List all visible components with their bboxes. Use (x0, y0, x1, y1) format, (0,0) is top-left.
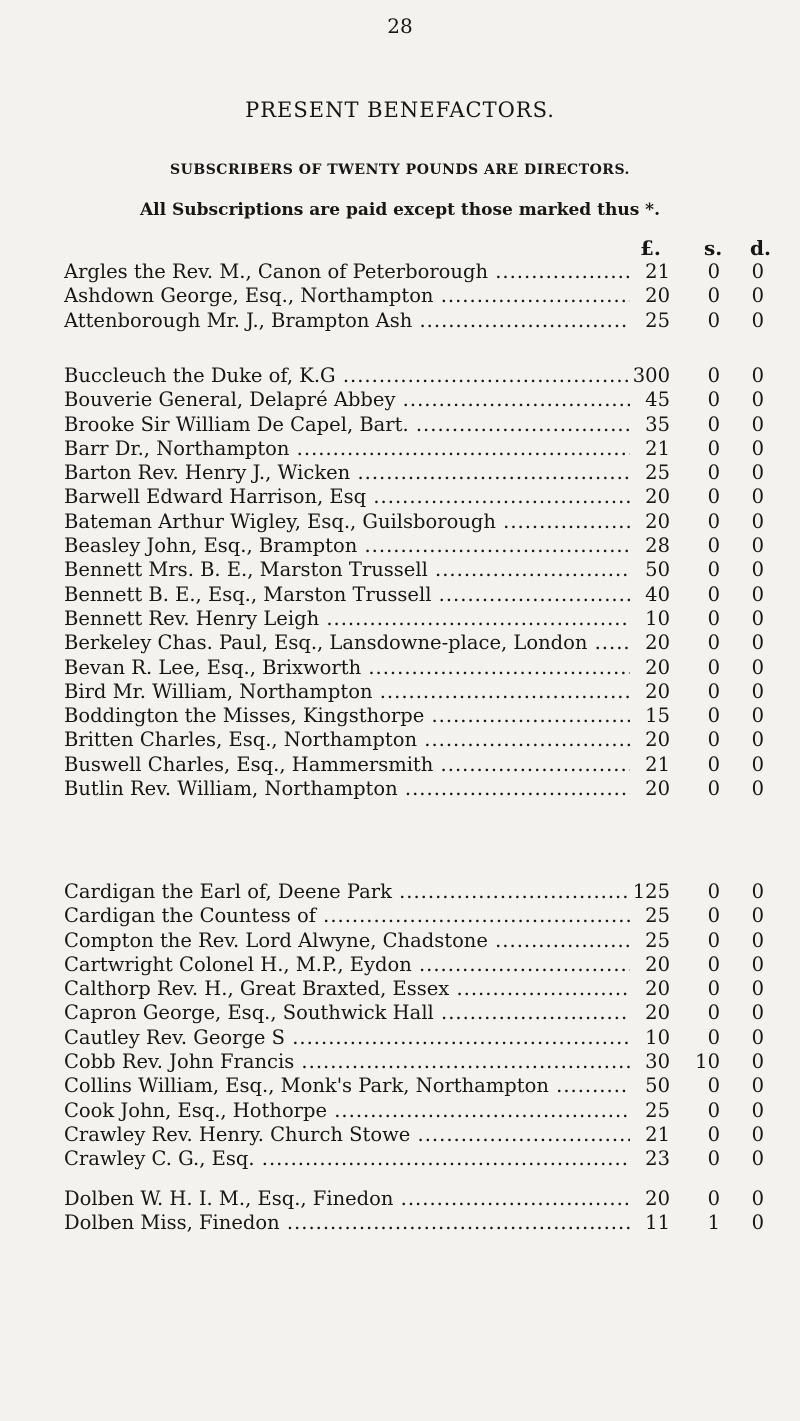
subscriber-name: Cook John, Esq., Hothorpe ..... (64, 1099, 630, 1123)
subscriber-row (0, 413, 800, 437)
pence-value: 0 (751, 558, 764, 582)
shillings-value: 0 (707, 606, 720, 630)
pence-value: 0 (751, 1147, 764, 1171)
pounds-value: 20 (645, 485, 670, 509)
subscriber-name: Compton the Rev. Lord Alwyne, Chadstone ..... (64, 929, 630, 953)
pence-value: 0 (751, 679, 764, 703)
subscriber-row (0, 631, 800, 655)
subscriber-name: Cardigan the Earl of, Deene Park ..... (64, 880, 630, 904)
shillings-value: 0 (707, 485, 720, 509)
subscriber-row (0, 534, 800, 558)
subscriber-name: Bateman Arthur Wigley, Esq., Guilsborough ..... (64, 510, 630, 534)
subscriber-row (0, 777, 800, 801)
shillings-value: 0 (707, 752, 720, 776)
pence-value: 0 (751, 260, 764, 283)
pence-value: 0 (751, 1001, 764, 1025)
subscriber-row (0, 680, 800, 704)
subscriber-name: Dolben W. H. I. M., Esq., Finedon ..... (64, 1187, 630, 1211)
shillings-value: 0 (707, 1001, 720, 1025)
page-number: 28 (387, 14, 413, 38)
pence-value: 0 (751, 412, 764, 436)
pounds-value: 125 (632, 880, 670, 903)
shillings-value: 0 (707, 904, 720, 928)
subscriber-row (0, 1050, 800, 1074)
pounds-value: 21 (645, 436, 670, 460)
pence-value: 0 (751, 777, 764, 801)
subscriber-row (0, 1074, 800, 1098)
pounds-value: 25 (645, 928, 670, 952)
shillings-value: 0 (707, 558, 720, 582)
subscriber-name: Britten Charles, Esq., Northampton ..... (64, 728, 630, 752)
pence-value: 0 (751, 485, 764, 509)
subscriber-row (0, 437, 800, 461)
pounds-value: 20 (645, 679, 670, 703)
shillings-value: 0 (707, 1098, 720, 1122)
subscriber-name: Bennett Mrs. B. E., Marston Trussell ..... (64, 558, 630, 582)
pounds-value: 20 (645, 952, 670, 976)
pence-value: 0 (751, 704, 764, 728)
subscriber-name: Capron George, Esq., Southwick Hall ..... (64, 1001, 630, 1025)
shillings-value: 0 (707, 436, 720, 460)
shillings-value: 0 (707, 1122, 720, 1146)
shillings-value: 0 (707, 1025, 720, 1049)
pounds-value: 20 (645, 777, 670, 801)
pence-value: 0 (751, 436, 764, 460)
pounds-value: 21 (645, 752, 670, 776)
pounds-value: 25 (645, 308, 670, 332)
pence-value: 0 (751, 284, 764, 308)
shillings-value: 0 (707, 728, 720, 752)
pence-value: 0 (751, 388, 764, 412)
shillings-value: 0 (707, 655, 720, 679)
subscriber-row (0, 260, 800, 284)
subscriber-row (0, 953, 800, 977)
subscriber-name: Buccleuch the Duke of, K.G ..... (64, 364, 630, 388)
pounds-value: 25 (645, 1098, 670, 1122)
subscriber-name: Dolben Miss, Finedon ..... (64, 1211, 630, 1235)
subscriber-name: Cautley Rev. George S ..... (64, 1026, 630, 1050)
pence-value: 0 (751, 728, 764, 752)
shillings-value: 0 (707, 364, 720, 387)
pence-value: 0 (751, 655, 764, 679)
shillings-value: 0 (707, 1074, 720, 1098)
subscriber-name: Cobb Rev. John Francis ..... (64, 1050, 630, 1074)
pounds-value: 35 (645, 412, 670, 436)
subscriber-row (0, 1099, 800, 1123)
pence-value: 0 (751, 509, 764, 533)
subscriber-row (0, 1187, 800, 1211)
pence-value: 0 (751, 631, 764, 655)
pounds-value: 28 (645, 534, 670, 558)
subscriber-row (0, 309, 800, 333)
subscriber-row (0, 1123, 800, 1147)
pounds-value: 40 (645, 582, 670, 606)
shillings-value: 0 (707, 1187, 720, 1210)
subscriber-row (0, 753, 800, 777)
pounds-value: 10 (645, 606, 670, 630)
subscriber-name: Bennett Rev. Henry Leigh ..... (64, 607, 630, 631)
shillings-value: 0 (707, 461, 720, 485)
shillings-value: 0 (707, 777, 720, 801)
subscriber-name: Collins William, Esq., Monk's Park, Northampton ..... (64, 1074, 630, 1098)
subscriber-name: Crawley C. G., Esq. ..... (64, 1147, 630, 1171)
subscriber-row (0, 284, 800, 308)
pounds-value: 300 (632, 364, 670, 387)
pounds-value: 25 (645, 904, 670, 928)
subscriber-group-c (0, 880, 800, 1172)
pounds-value: 45 (645, 388, 670, 412)
pounds-value: 21 (645, 1122, 670, 1146)
subscriber-name: Calthorp Rev. H., Great Braxted, Essex ..... (64, 977, 630, 1001)
subscriber-name: Attenborough Mr. J., Brampton Ash ..... (64, 309, 630, 333)
pence-column-header: d. (750, 236, 771, 260)
subscriber-name: Barwell Edward Harrison, Esq ..... (64, 485, 630, 509)
shillings-value: 0 (707, 880, 720, 903)
subscriber-name: Bevan R. Lee, Esq., Brixworth ..... (64, 656, 630, 680)
pounds-value: 30 (645, 1050, 670, 1074)
pounds-value: 20 (645, 509, 670, 533)
pounds-value: 20 (645, 977, 670, 1001)
pounds-value: 23 (645, 1147, 670, 1171)
subscriber-row (0, 607, 800, 631)
pence-value: 0 (751, 1025, 764, 1049)
subscriber-name: Ashdown George, Esq., Northampton ..... (64, 284, 630, 308)
subscriber-row (0, 485, 800, 509)
pounds-value: 20 (645, 631, 670, 655)
subscriber-row (0, 1026, 800, 1050)
subscriber-name: Cartwright Colonel H., M.P., Eydon ..... (64, 953, 630, 977)
pence-value: 0 (751, 461, 764, 485)
pence-value: 0 (751, 308, 764, 332)
subscriber-row (0, 704, 800, 728)
subscriber-row (0, 880, 800, 904)
pounds-value: 50 (645, 1074, 670, 1098)
subscriber-row (0, 388, 800, 412)
pence-value: 0 (751, 606, 764, 630)
pence-value: 0 (751, 534, 764, 558)
subscriber-row (0, 977, 800, 1001)
shillings-value: 0 (707, 412, 720, 436)
subscriber-row (0, 510, 800, 534)
subscriber-name: Berkeley Chas. Paul, Esq., Lansdowne-place, London ..... (64, 631, 630, 655)
subscriber-row (0, 728, 800, 752)
subscriber-name: Butlin Rev. William, Northampton ..... (64, 777, 630, 801)
subscriber-row (0, 461, 800, 485)
shillings-value: 0 (707, 260, 720, 283)
subscriber-name: Brooke Sir William De Capel, Bart. ..... (64, 413, 630, 437)
subscriber-row (0, 583, 800, 607)
shillings-value: 0 (707, 509, 720, 533)
subscriber-name: Crawley Rev. Henry. Church Stowe ..... (64, 1123, 630, 1147)
pence-value: 0 (751, 952, 764, 976)
shillings-value: 0 (707, 1147, 720, 1171)
subscriber-name: Cardigan the Countess of ..... (64, 904, 630, 928)
subscriber-name: Beasley John, Esq., Brampton ..... (64, 534, 630, 558)
shillings-value: 0 (707, 704, 720, 728)
pounds-value: 20 (645, 284, 670, 308)
subscriber-name: Argles the Rev. M., Canon of Peterborough ..... (64, 260, 630, 284)
shillings-value: 0 (707, 679, 720, 703)
subscriber-group-b (0, 364, 800, 801)
pounds-value: 25 (645, 461, 670, 485)
subscriber-row (0, 364, 800, 388)
shillings-value: 0 (707, 582, 720, 606)
shillings-value: 0 (707, 952, 720, 976)
pence-value: 0 (751, 1122, 764, 1146)
subscriber-row (0, 929, 800, 953)
subscriber-name: Bennett B. E., Esq., Marston Trussell ..... (64, 583, 630, 607)
pence-value: 0 (751, 752, 764, 776)
subscriber-row (0, 1001, 800, 1025)
subscriber-name: Bird Mr. William, Northampton ..... (64, 680, 630, 704)
pence-value: 0 (751, 977, 764, 1001)
pounds-column-header: £. (640, 236, 661, 260)
pounds-value: 20 (645, 1187, 670, 1210)
pounds-value: 21 (645, 260, 670, 283)
subscriber-row (0, 1147, 800, 1171)
subscriber-name: Bouverie General, Delapré Abbey ..... (64, 388, 630, 412)
subscription-note: All Subscriptions are paid except those marked thus *. (139, 200, 660, 220)
shillings-value: 0 (707, 534, 720, 558)
subscriber-name: Buswell Charles, Esq., Hammersmith ..... (64, 753, 630, 777)
shillings-value: 0 (707, 631, 720, 655)
shillings-value: 0 (707, 928, 720, 952)
page-title: PRESENT BENEFACTORS. (245, 98, 555, 122)
subscriber-name: Boddington the Misses, Kingsthorpe ..... (64, 704, 630, 728)
subscriber-row (0, 1211, 800, 1235)
subscriber-group-d (0, 1187, 800, 1236)
pence-value: 0 (751, 364, 764, 387)
shillings-value: 0 (707, 284, 720, 308)
pence-value: 0 (751, 1187, 764, 1210)
shillings-value: 10 (695, 1050, 720, 1074)
pounds-value: 10 (645, 1025, 670, 1049)
pence-value: 0 (751, 1074, 764, 1098)
subscriber-group-a (0, 260, 800, 333)
pence-value: 0 (751, 880, 764, 903)
subscriber-name: Barton Rev. Henry J., Wicken ..... (64, 461, 630, 485)
shillings-value: 1 (707, 1211, 720, 1235)
pence-value: 0 (751, 1211, 764, 1235)
subscriber-row (0, 558, 800, 582)
page-subtitle: SUBSCRIBERS OF TWENTY POUNDS ARE DIRECTORS. (170, 162, 630, 178)
pence-value: 0 (751, 582, 764, 606)
subscriber-row (0, 904, 800, 928)
shillings-value: 0 (707, 388, 720, 412)
pounds-value: 20 (645, 655, 670, 679)
pence-value: 0 (751, 904, 764, 928)
shillings-column-header: s. (704, 236, 723, 260)
pounds-value: 15 (645, 704, 670, 728)
pence-value: 0 (751, 1098, 764, 1122)
shillings-value: 0 (707, 977, 720, 1001)
shillings-value: 0 (707, 308, 720, 332)
pence-value: 0 (751, 1050, 764, 1074)
subscriber-name: Barr Dr., Northampton ..... (64, 437, 630, 461)
pence-value: 0 (751, 928, 764, 952)
pounds-value: 20 (645, 1001, 670, 1025)
subscriber-row (0, 656, 800, 680)
pounds-value: 50 (645, 558, 670, 582)
pounds-value: 20 (645, 728, 670, 752)
pounds-value: 11 (645, 1211, 670, 1235)
